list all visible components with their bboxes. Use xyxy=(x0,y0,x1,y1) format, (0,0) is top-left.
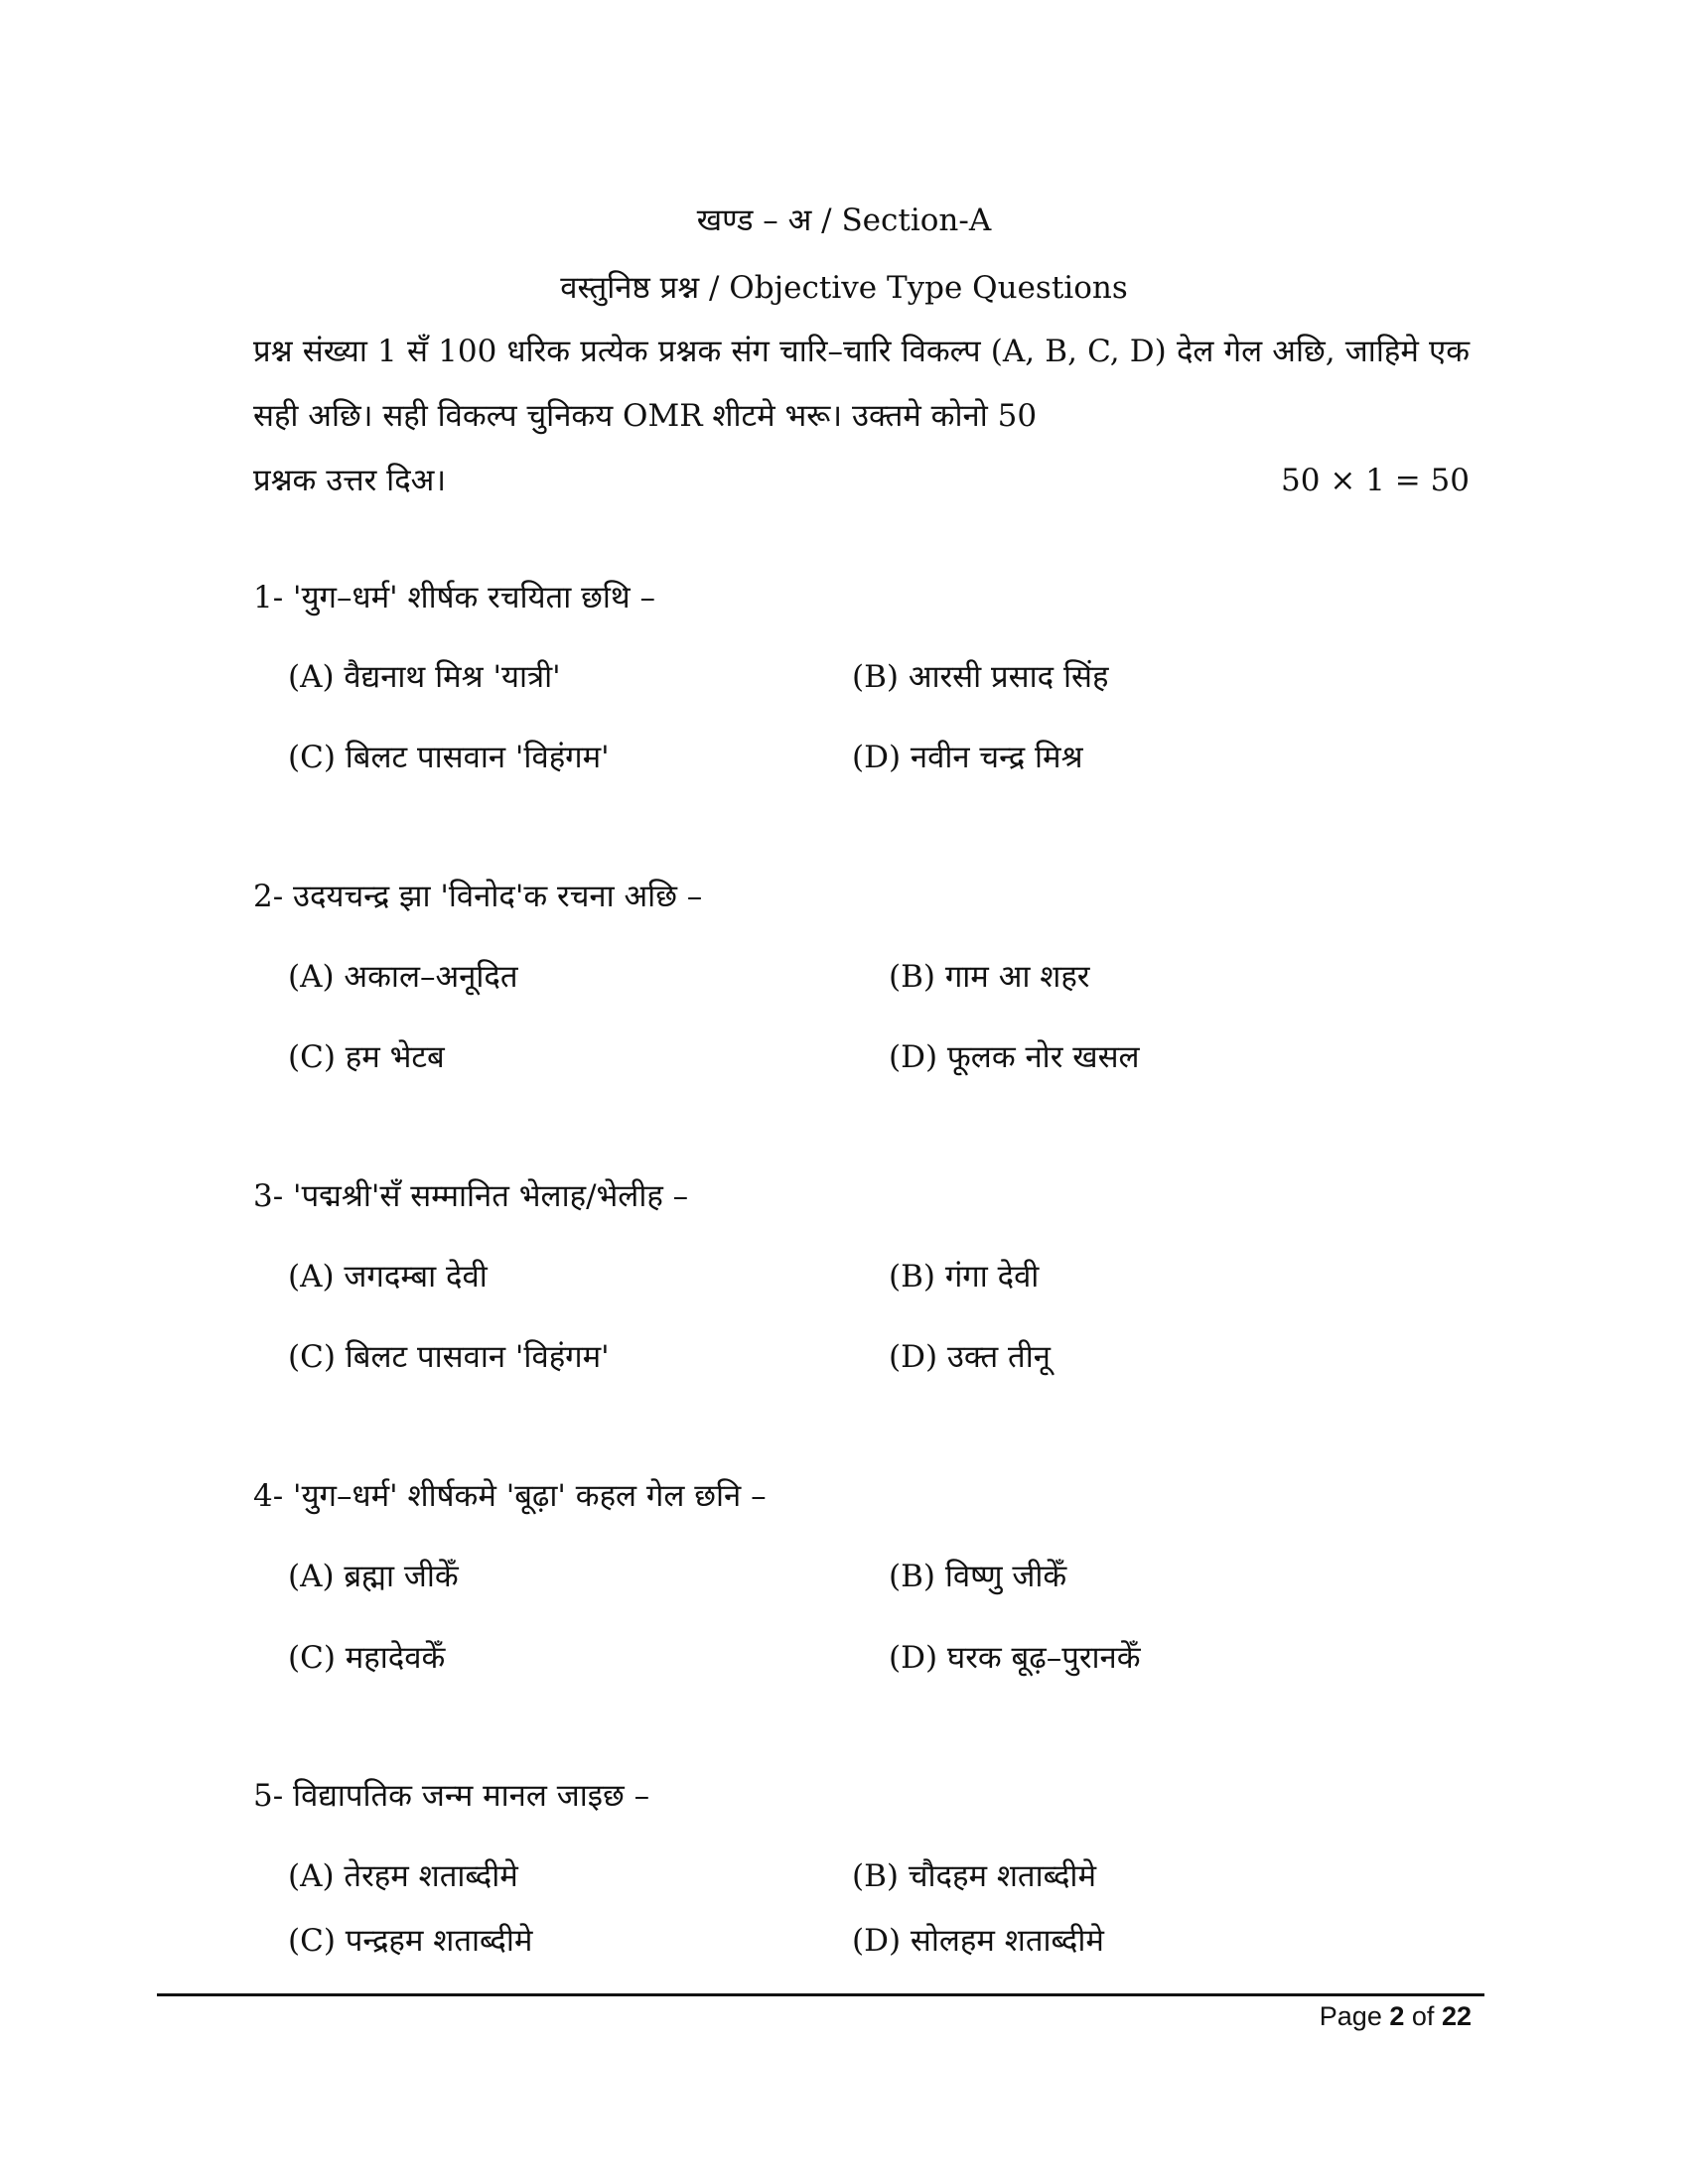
current-page: 2 xyxy=(1389,2001,1405,2031)
option-2b: (B) गाम आ शहर xyxy=(889,959,1090,995)
option-3b: (B) गंगा देवी xyxy=(889,1259,1040,1295)
instructions-last-line: प्रश्नक उत्तर दिअ। xyxy=(253,463,447,498)
of-label: of xyxy=(1411,2001,1435,2031)
instructions xyxy=(253,320,1470,513)
instructions-text: प्रश्न संख्या 1 सँ 100 धरिक प्रत्येक प्रश्नक संग चारि–चारि विकल्प (A, B, C, D) देल गेल अछि, जाहिमे एक सही अछि। सही विकल्प चुनिकय OMR शीटमे भरू। उक्तमे कोनो 50 xyxy=(253,334,1470,434)
marks: 50 × 1 = 50 xyxy=(1281,463,1470,498)
option-2a: (A) अकाल–अनूदित xyxy=(288,959,518,995)
option-1a: (A) वैद्यनाथ मिश्र 'यात्री' xyxy=(288,659,561,695)
option-2c: (C) हम भेटब xyxy=(288,1039,445,1075)
option-3a: (A) जगदम्बा देवी xyxy=(288,1259,488,1295)
option-4a: (A) ब्रह्मा जीकेँ xyxy=(288,1559,459,1594)
page-label: Page xyxy=(1319,2001,1382,2031)
option-5c: (C) पन्द्रहम शताब्दीमे xyxy=(288,1923,533,1959)
section-subtitle: वस्तुनिष्ठ प्रश्न / Objective Type Questions xyxy=(560,270,1128,306)
option-4d: (D) घरक बूढ़–पुरानकेँ xyxy=(889,1640,1141,1676)
footer-divider xyxy=(157,1993,1484,1996)
question-2: 2- उदयचन्द्र झा 'विनोद'क रचना अछि – xyxy=(253,879,703,914)
question-3: 3- 'पद्मश्री'सँ सम्मानित भेलाह/भेलीह – xyxy=(253,1178,689,1214)
option-2d: (D) फूलक नोर खसल xyxy=(889,1039,1140,1075)
total-pages: 22 xyxy=(1441,2001,1472,2031)
option-1b: (B) आरसी प्रसाद सिंह xyxy=(852,659,1109,695)
option-1c: (C) बिलट पासवान 'विहंगम' xyxy=(288,740,610,775)
option-4c: (C) महादेवकेँ xyxy=(288,1640,446,1676)
option-1d: (D) नवीन चन्द्र मिश्र xyxy=(852,740,1083,775)
question-4: 4- 'युग–धर्म' शीर्षकमे 'बूढ़ा' कहल गेल छनि – xyxy=(253,1478,767,1514)
option-4b: (B) विष्णु जीकेँ xyxy=(889,1559,1067,1594)
option-5b: (B) चौदहम शताब्दीमे xyxy=(852,1858,1096,1894)
page-number xyxy=(1320,2001,1472,2032)
question-1: 1- 'युग–धर्म' शीर्षक रचयिता छथि – xyxy=(253,580,656,615)
option-3d: (D) उक्त तीनू xyxy=(889,1339,1051,1375)
question-5: 5- विद्यापतिक जन्म मानल जाइछ – xyxy=(253,1778,650,1814)
option-5a: (A) तेरहम शताब्दीमे xyxy=(288,1858,518,1894)
section-heading: खण्ड – अ / Section-A xyxy=(696,203,992,238)
option-5d: (D) सोलहम शताब्दीमे xyxy=(852,1923,1104,1959)
option-3c: (C) बिलट पासवान 'विहंगम' xyxy=(288,1339,610,1375)
